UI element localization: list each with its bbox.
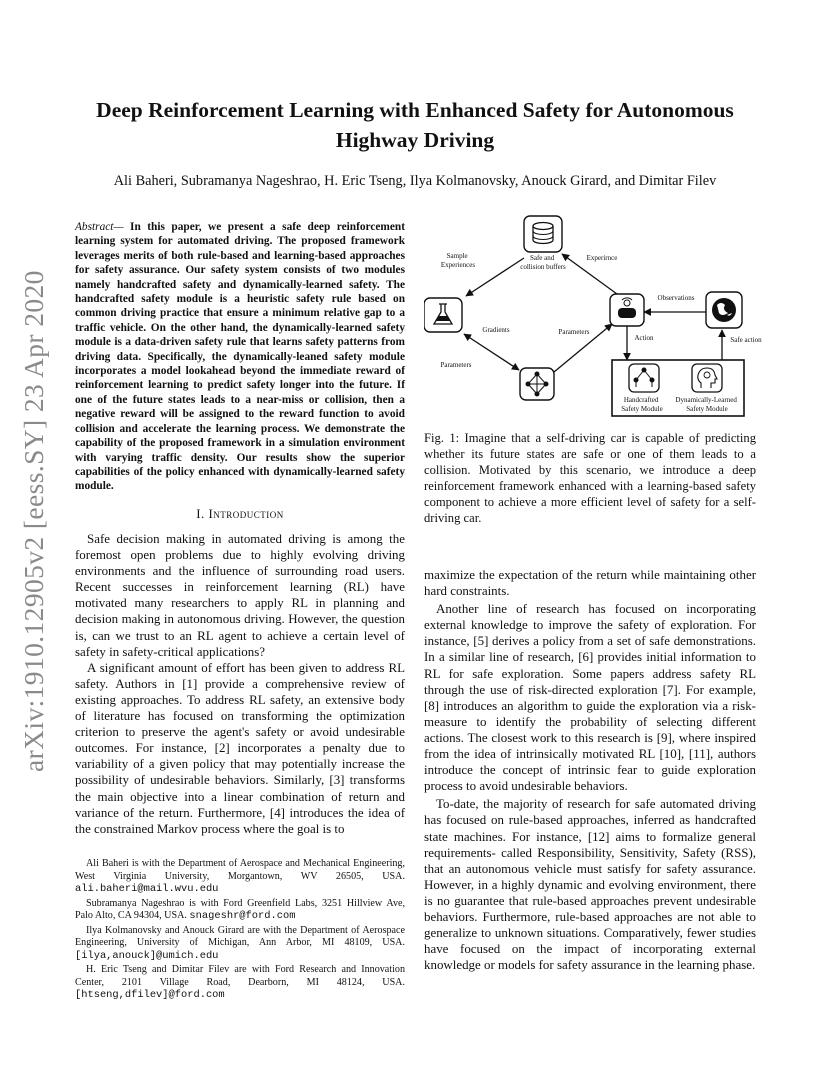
paper-title: Deep Reinforcement Learning with Enhanced Safety for Autonomous Highway Driving xyxy=(96,98,734,152)
label-experience: Experirnce xyxy=(586,254,618,262)
label-parameters-mid: Parameters xyxy=(558,328,590,336)
email-link[interactable]: [ilya,anouck]@umich.edu xyxy=(75,949,219,962)
paragraph: maximize the expectation of the return while maintaining other hard constraints. xyxy=(424,567,756,599)
label-learned: Dynamically-Learned Safety Module xyxy=(675,396,737,413)
car-icon xyxy=(610,294,644,326)
email-link[interactable]: [htseng,dfilev]@ford.com xyxy=(75,989,225,1001)
globe-icon xyxy=(706,292,742,328)
paragraph: A significant amount of effort has been given to address RL safety. Authors in [1] provide a comprehensive review of existing approaches. To address RL safety, an extensive body of literature has focused on transforming the optimization criterion to preserve the agent's safety or avoid undesirable outcomes. For instance, [2] incorporates a penalty due to variability of a given policy that may potentially increase the possibility of undesirable behaviors. Similarly, [3] transforms the main objective into a linear combination of return and variance of the return. Furthermore, [4] introduces the idea of the constrained Markov process where the goal is to xyxy=(75,659,405,836)
decision-tree-icon xyxy=(629,364,659,392)
section-heading-introduction: I. Introduction xyxy=(196,507,284,521)
author-list: Ali Baheri, Subramanya Nageshrao, H. Eric Tseng, Ilya Kolmanovsky, Anouck Girard, and Dimitar Filev xyxy=(113,173,717,189)
label-handcrafted: Handcrafted Safety Module xyxy=(621,396,663,413)
label-action: Action xyxy=(634,334,654,342)
paragraph: Safe decision making in automated driving is among the foremost open problems due to highly evolving driving environments and the influence of surrounding road users. Recent successes in reinforcement learning (RL) have motivated many researchers to apply RL in planning and decision making in autonomous driving. However, the question is, can we trust to an RL agent to achieve a certain level of safety in safety-critical applications? xyxy=(75,531,405,659)
arrow-gradients-parameters xyxy=(464,334,519,370)
affiliation-footnotes xyxy=(75,858,405,1004)
email-link[interactable]: ali.baheri@mail.wvu.edu xyxy=(75,883,219,895)
label-sample-experiences: Sample Experiences xyxy=(440,252,476,269)
footnote: Subramanya Nageshrao is with Ford Greenfield Labs, 3251 Hillview Ave, Palo Alto, CA 94304, USA. snageshr@ford.com xyxy=(75,897,405,922)
intro-right-column xyxy=(424,567,756,973)
diagram-svg xyxy=(424,212,770,422)
abstract-lead: Abstract— xyxy=(75,221,124,233)
label-buffers: Safe and collision buffers xyxy=(520,254,566,271)
label-parameters-left: Parameters xyxy=(440,361,472,369)
figure-1-diagram xyxy=(424,212,770,422)
paragraph: To-date, the majority of research for safe automated driving has focused on rule-based approaches, inferred as handcrafted state machines. For instance, [12] aims to formalize general requirements- called Responsibility, Sensitivity, Safety (RSS), that an autonomous vehicle must satisfy for safety assurance. However, in a highly dynamic and evolving environment, there is no guarantee that rule-based approaches prevent undesirable behaviors. Furthermore, rule-based approaches are not able to generalize to unknown situations. Comparatively, fewer studies have focused on the impact of incorporating external knowledge or models for safety assurance in the learning phase. xyxy=(424,796,756,973)
abstract-text: In this paper, we present a safe deep reinforcement learning system for automated driving. The proposed framework leverages merits of both rule-based and learning-based approaches for safety assurance. Our safety system consists of two modules namely handcrafted safety and dynamically-learned safety. The handcrafted safety module is a heuristic safety rule based on common driving practice that ensure a minimum relative gap to a traffic vehicle. On the other hand, the dynamically-learned safety module is a data-driven safety rule that learns safety patterns from driving data. Specifically, the dynamically-leaned safety module incorporates a model lookahead beyond the immediate reward of reinforcement learning to predict safety longer into the future. If one of the future states leads to a near-miss or collision, then a negative reward will be assigned to the reward function to avoid collision and accelerate the learning process. We demonstrate the capability of the proposed framework in a simulation environment with varying traffic density. Our results show the superior capabilities of the policy enhanced with dynamically-learned safety module. xyxy=(75,221,405,493)
label-gradients: Gradients xyxy=(482,326,510,334)
network-icon xyxy=(520,368,554,400)
paragraph: Another line of research has focused on incorporating external knowledge to improve the safety of exploration. For instance, [5] derives a policy from a set of safe demonstrations. In a similar line of research, [6] provides initial information to RL for safe exploration. Some papers address safety RL through the use of risk-directed exploration [7]. For example, [8] introduces an algorithm to guide the exploration via a risk-measure to identify the probability of selecting different actions. The closest work to this research is [9], where inspired from the idea of intrinsically motivated RL [10], [11], authors introduce the concept of intrinsic fear to guide exploration process to avoid undesirable behaviors. xyxy=(424,601,756,794)
arxiv-stamp xyxy=(14,270,62,780)
head-thought-icon xyxy=(692,364,722,392)
label-observations: Observations xyxy=(657,294,695,302)
footnote: Ali Baheri is with the Department of Aerospace and Mechanical Engineering, West Virginia University, Morgantown, WV 26505, USA. ali.baheri@mail.wvu.edu xyxy=(75,858,405,895)
arxiv-identifier: arXiv:1910.12905v2 [eess.SY] 23 Apr 2020 xyxy=(18,270,49,772)
abstract xyxy=(75,220,405,494)
footnote: Ilya Kolmanovsky and Anouck Girard are with the Department of Aerospace Engineering, University of Michigan, Ann Arbor, MI 48109, USA. [ilya,anouck]@umich.edu xyxy=(75,924,405,962)
database-icon xyxy=(524,216,562,252)
flask-icon xyxy=(424,298,462,332)
footnote: H. Eric Tseng and Dimitar Filev are with Ford Research and Innovation Center, 2101 Village Road, Dearborn, MI 48124, USA. [htseng,dfilev]@ford.com xyxy=(75,964,405,1001)
figure-caption: Fig. 1: Imagine that a self-driving car is capable of predicting whether its future states are safe or one of them leads to a collision. Motivated by this scenario, we introduce a deep reinforcement framework enhanced with a learning-based safety component to achieve a more efficient level of safety for a self-driving car. xyxy=(424,431,756,526)
email-link[interactable]: snageshr@ford.com xyxy=(189,910,296,922)
label-safe-action: Safe action xyxy=(730,336,762,344)
intro-left-column xyxy=(75,531,405,837)
